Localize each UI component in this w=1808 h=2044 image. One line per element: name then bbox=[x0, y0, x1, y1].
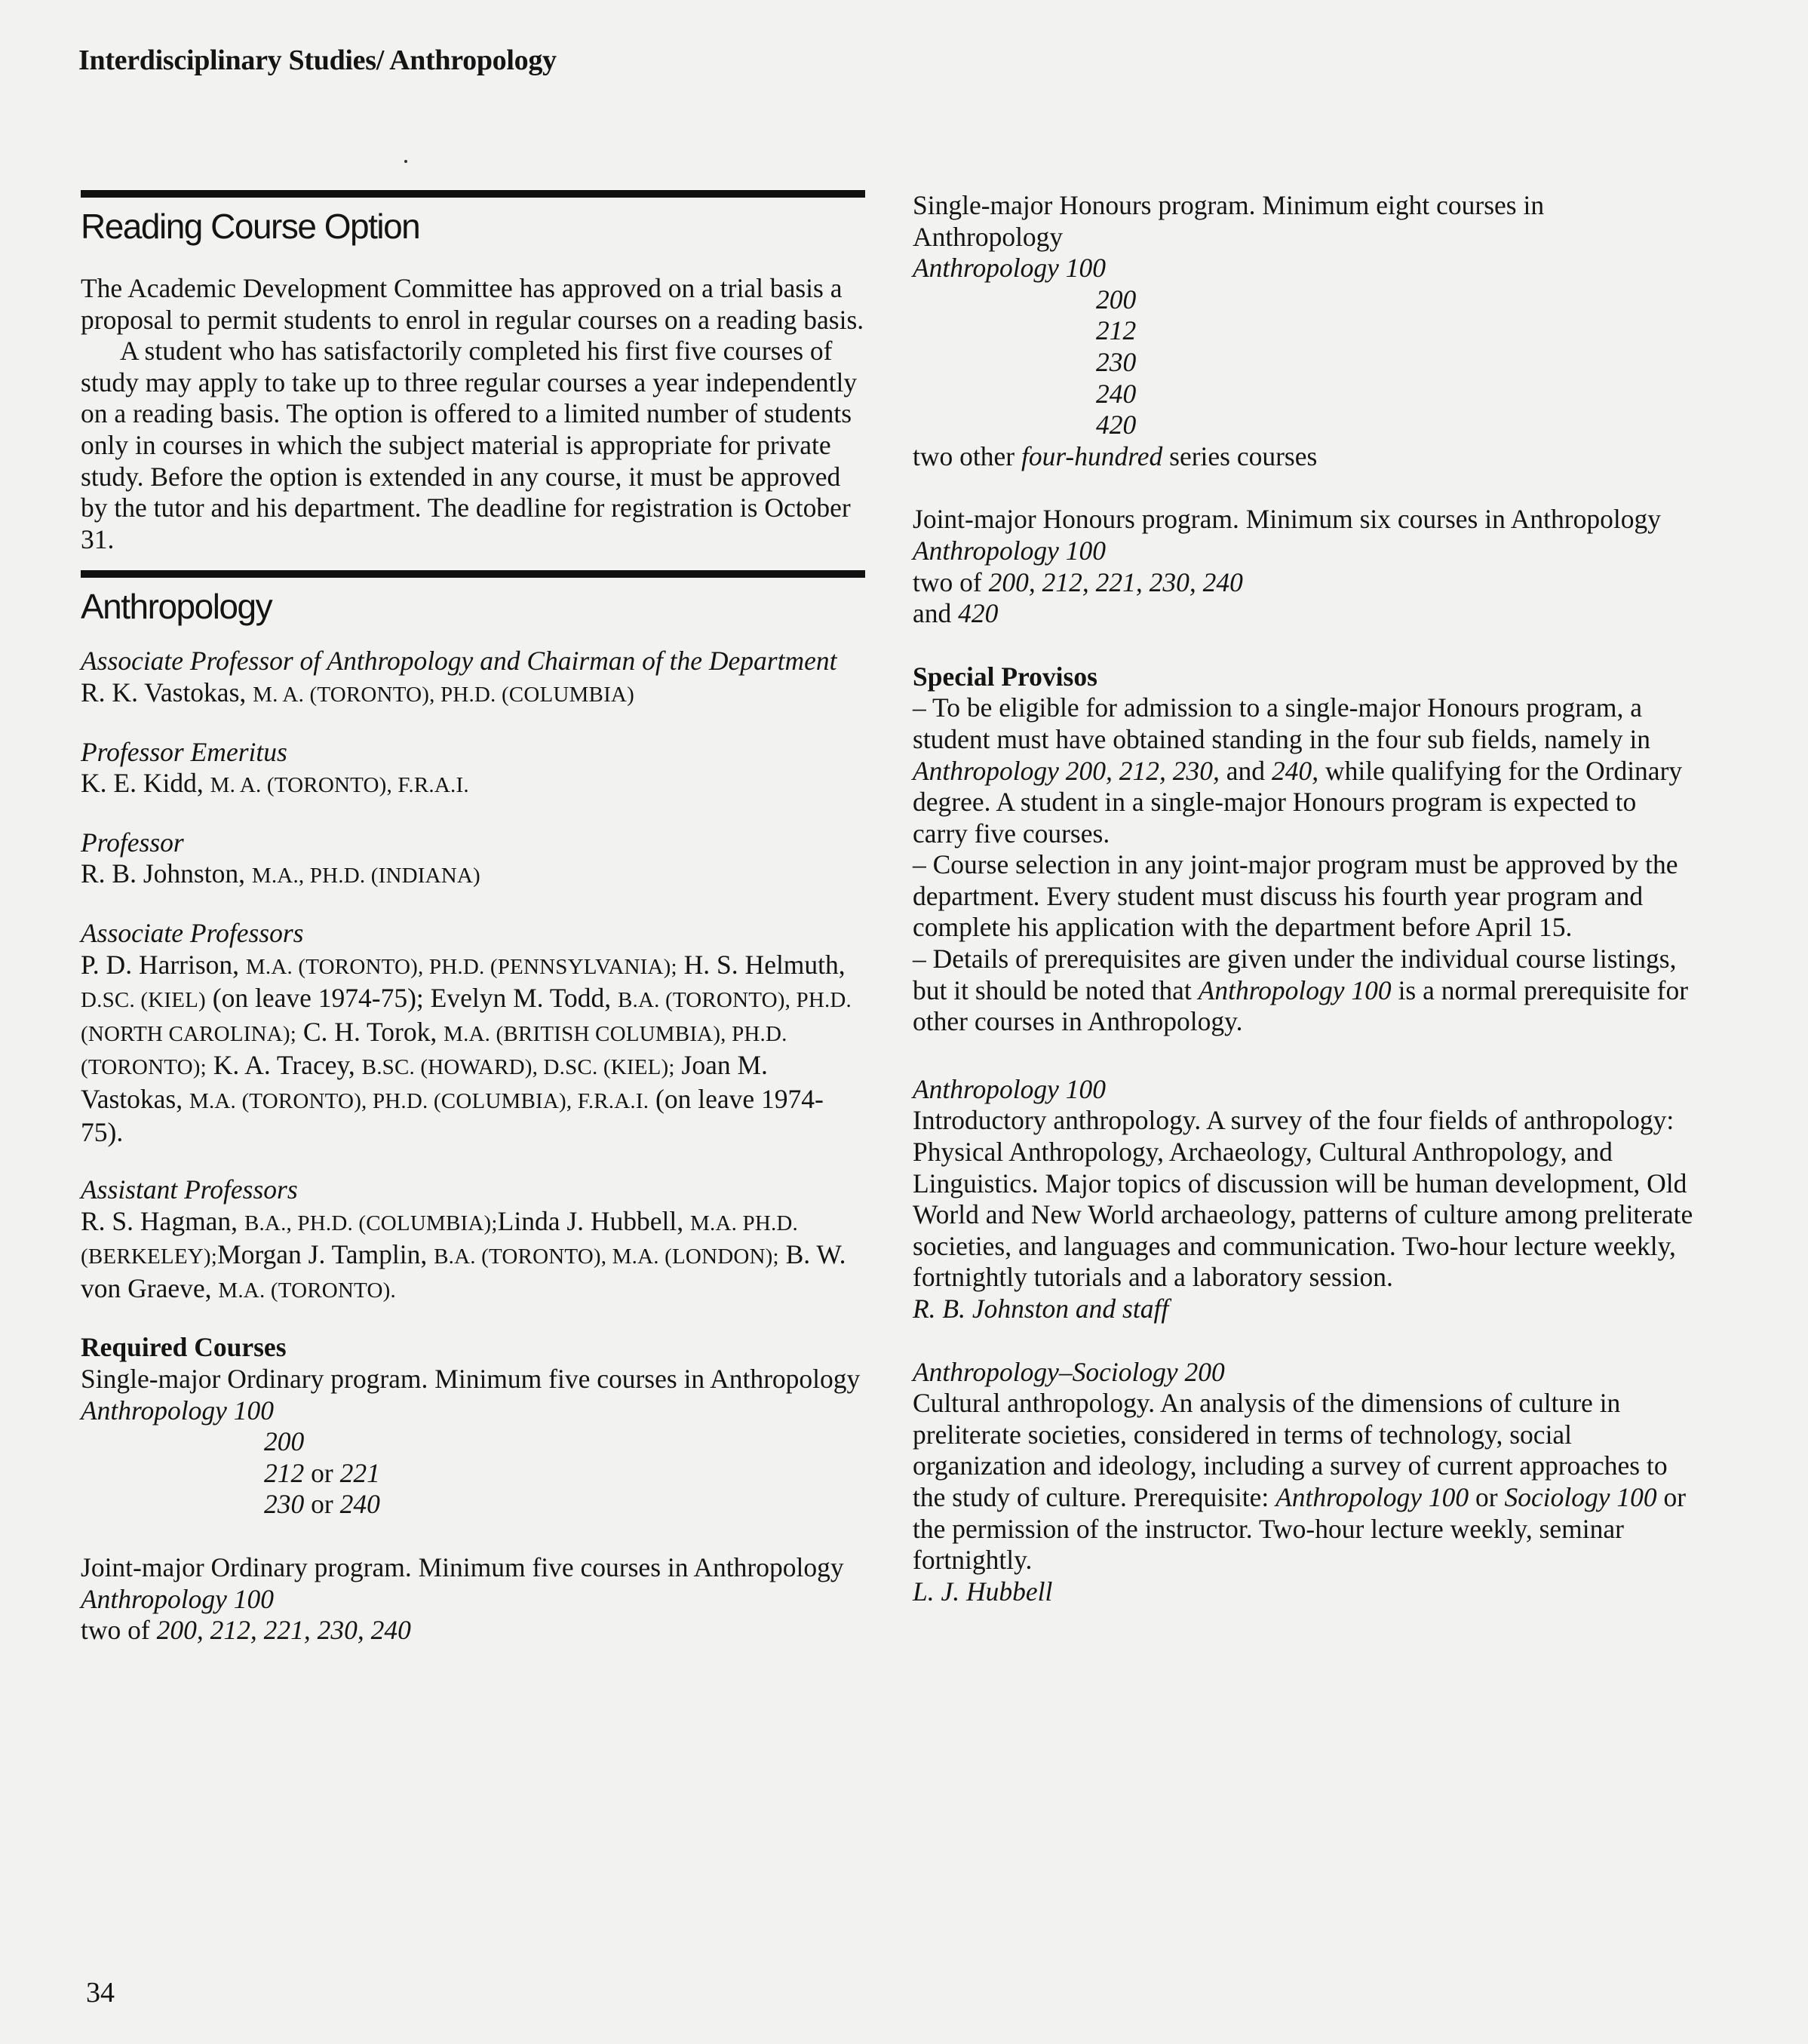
section-rule bbox=[81, 570, 865, 578]
course-100-title: Anthropology 100 bbox=[913, 1073, 1107, 1104]
associate-professors-title: Associate Professors bbox=[81, 917, 304, 948]
proviso-3: – Details of prerequisites are given under the individual course listings, but it should be noted that Anthropology 100 is a normal prerequisite for other courses in Anthropology. bbox=[913, 944, 1689, 1037]
single-honours-course: 200 bbox=[1096, 284, 1137, 315]
single-honours-intro: Single-major Honours program. Minimum eight courses in Anthropology bbox=[913, 190, 1545, 252]
joint-ordinary-course: Anthropology 100 bbox=[81, 1583, 275, 1614]
single-honours-other: two other four-hundred series courses bbox=[913, 440, 1318, 471]
reading-course-para-1: The Academic Development Committee has approved on a trial basis a proposal to permit students to enrol in regular courses on a reading basis. bbox=[81, 273, 864, 335]
emeritus-title: Professor Emeritus bbox=[81, 736, 287, 767]
assistant-professors-list: R. S. Hagman, B.A., PH.D. (COLUMBIA);Linda J. Hubbell, M.A. PH.D. (BERKELEY);Morgan J. Tamplin, B.A. (TORONTO), M.A. (LONDON); B. W. von Graeve, M.A. (TORONTO). bbox=[81, 1205, 846, 1303]
required-courses-heading: Required Courses bbox=[81, 1332, 287, 1363]
left-column bbox=[81, 190, 865, 1647]
chair-entry: R. K. Vastokas, M. A. (TORONTO), PH.D. (COLUMBIA) bbox=[81, 677, 634, 707]
chair-title: Associate Professor of Anthropology and Chairman of the Department bbox=[81, 646, 837, 677]
professor-title: Professor bbox=[81, 827, 184, 858]
single-honours-course: 212 bbox=[1096, 315, 1137, 346]
associate-professors-list: P. D. Harrison, M.A. (TORONTO), PH.D. (PENNSYLVANIA); H. S. Helmuth, D.SC. (KIEL) (on leave 1974-75); Evelyn M. Todd, B.A. (TORONTO), PH.D. (NORTH CAROLINA); C. H. Torok, M.A. (BRITISH COLUMBIA), PH.D. (TORONTO); K. A. Tracey, B.SC. (HOWARD), D.SC. (KIEL); Joan M. Vastokas, M.A. (TORONTO), PH.D. (COLUMBIA), F.R.A.I. (on leave 1974-75). bbox=[81, 949, 852, 1148]
course-100-instructor: R. B. Johnston and staff bbox=[913, 1294, 1169, 1324]
single-ordinary-course: 230 or 240 bbox=[264, 1489, 380, 1520]
reading-course-heading: Reading Course Option bbox=[81, 207, 420, 246]
section-rule bbox=[81, 190, 865, 198]
single-honours-course: 420 bbox=[1096, 410, 1137, 440]
single-honours-course: Anthropology 100 bbox=[913, 253, 1107, 284]
stray-mark bbox=[404, 160, 407, 163]
joint-honours-choice: two of 200, 212, 221, 230, 240 bbox=[913, 566, 1243, 597]
joint-ordinary-choice: two of 200, 212, 221, 230, 240 bbox=[81, 1615, 411, 1646]
professor-entry: R. B. Johnston, M.A., PH.D. (INDIANA) bbox=[81, 858, 480, 889]
joint-honours-course: Anthropology 100 bbox=[913, 535, 1107, 566]
reading-course-para-2: A student who has satisfactorily completed his first five courses of study may apply to take up to three regular courses a year independently on a reading basis. The option is offered to a limited number of students only in courses in which the subject material is appropriate for private study. Before the option is extended in any course, it must be approved by the tutor and his department. The deadline for registration is October 31. bbox=[81, 336, 858, 554]
course-200-title: Anthropology–Sociology 200 bbox=[913, 1356, 1225, 1387]
single-honours-course: 230 bbox=[1096, 346, 1137, 377]
single-ordinary-intro: Single-major Ordinary program. Minimum five courses in Anthropology bbox=[81, 1364, 861, 1395]
proviso-2: – Course selection in any joint-major program must be approved by the department. Every student must discuss his fourth year program and complete his application with the department before April 15. bbox=[913, 849, 1678, 943]
course-100-description: Introductory anthropology. A survey of the four fields of anthropology: Physical Anthropology, Archaeology, Cultural Anthropology, and Linguistics. Major topics of discussion will be human development, Old World and New World archaeology, patterns of culture among preliterate societies, and languages and communication. Two-hour lecture weekly, fortnightly tutorials and a laboratory session. bbox=[913, 1105, 1693, 1293]
single-ordinary-course: 212 or 221 bbox=[264, 1457, 380, 1488]
proviso-1: – To be eligible for admission to a single-major Honours program, a student must have obtained standing in the four sub fields, namely in Anthropology 200, 212, 230, and 240, while qualifying for the Ordinary degree. A student in a single-major Honours program is expected to carry five courses. bbox=[913, 692, 1683, 849]
single-ordinary-course: 200 bbox=[264, 1426, 305, 1457]
emeritus-entry: K. E. Kidd, M. A. (TORONTO), F.R.A.I. bbox=[81, 768, 469, 799]
course-200-description: Cultural anthropology. An analysis of the dimensions of culture in preliterate societies, considered in terms of technology, social organization and ideology, including a survey of current approaches to the study of culture. Prerequisite: Anthropology 100 or Sociology 100 or the permission of the instructor. Two-hour lecture weekly, seminar fortnightly. bbox=[913, 1388, 1687, 1576]
page-number: 34 bbox=[86, 1977, 115, 2009]
running-head: Interdisciplinary Studies/ Anthropology bbox=[78, 45, 557, 76]
right-column bbox=[913, 190, 1697, 1607]
assistant-professors-title: Assistant Professors bbox=[81, 1174, 298, 1205]
single-ordinary-course: Anthropology 100 bbox=[81, 1395, 275, 1426]
single-honours-course: 240 bbox=[1096, 378, 1137, 409]
joint-honours-intro: Joint-major Honours program. Minimum six courses in Anthropology bbox=[913, 504, 1661, 535]
course-200-instructor: L. J. Hubbell bbox=[913, 1576, 1053, 1607]
joint-ordinary-intro: Joint-major Ordinary program. Minimum five courses in Anthropology bbox=[81, 1552, 844, 1582]
anthropology-heading: Anthropology bbox=[81, 587, 272, 627]
joint-honours-final: and 420 bbox=[913, 598, 999, 629]
special-provisos-heading: Special Provisos bbox=[913, 661, 1097, 692]
